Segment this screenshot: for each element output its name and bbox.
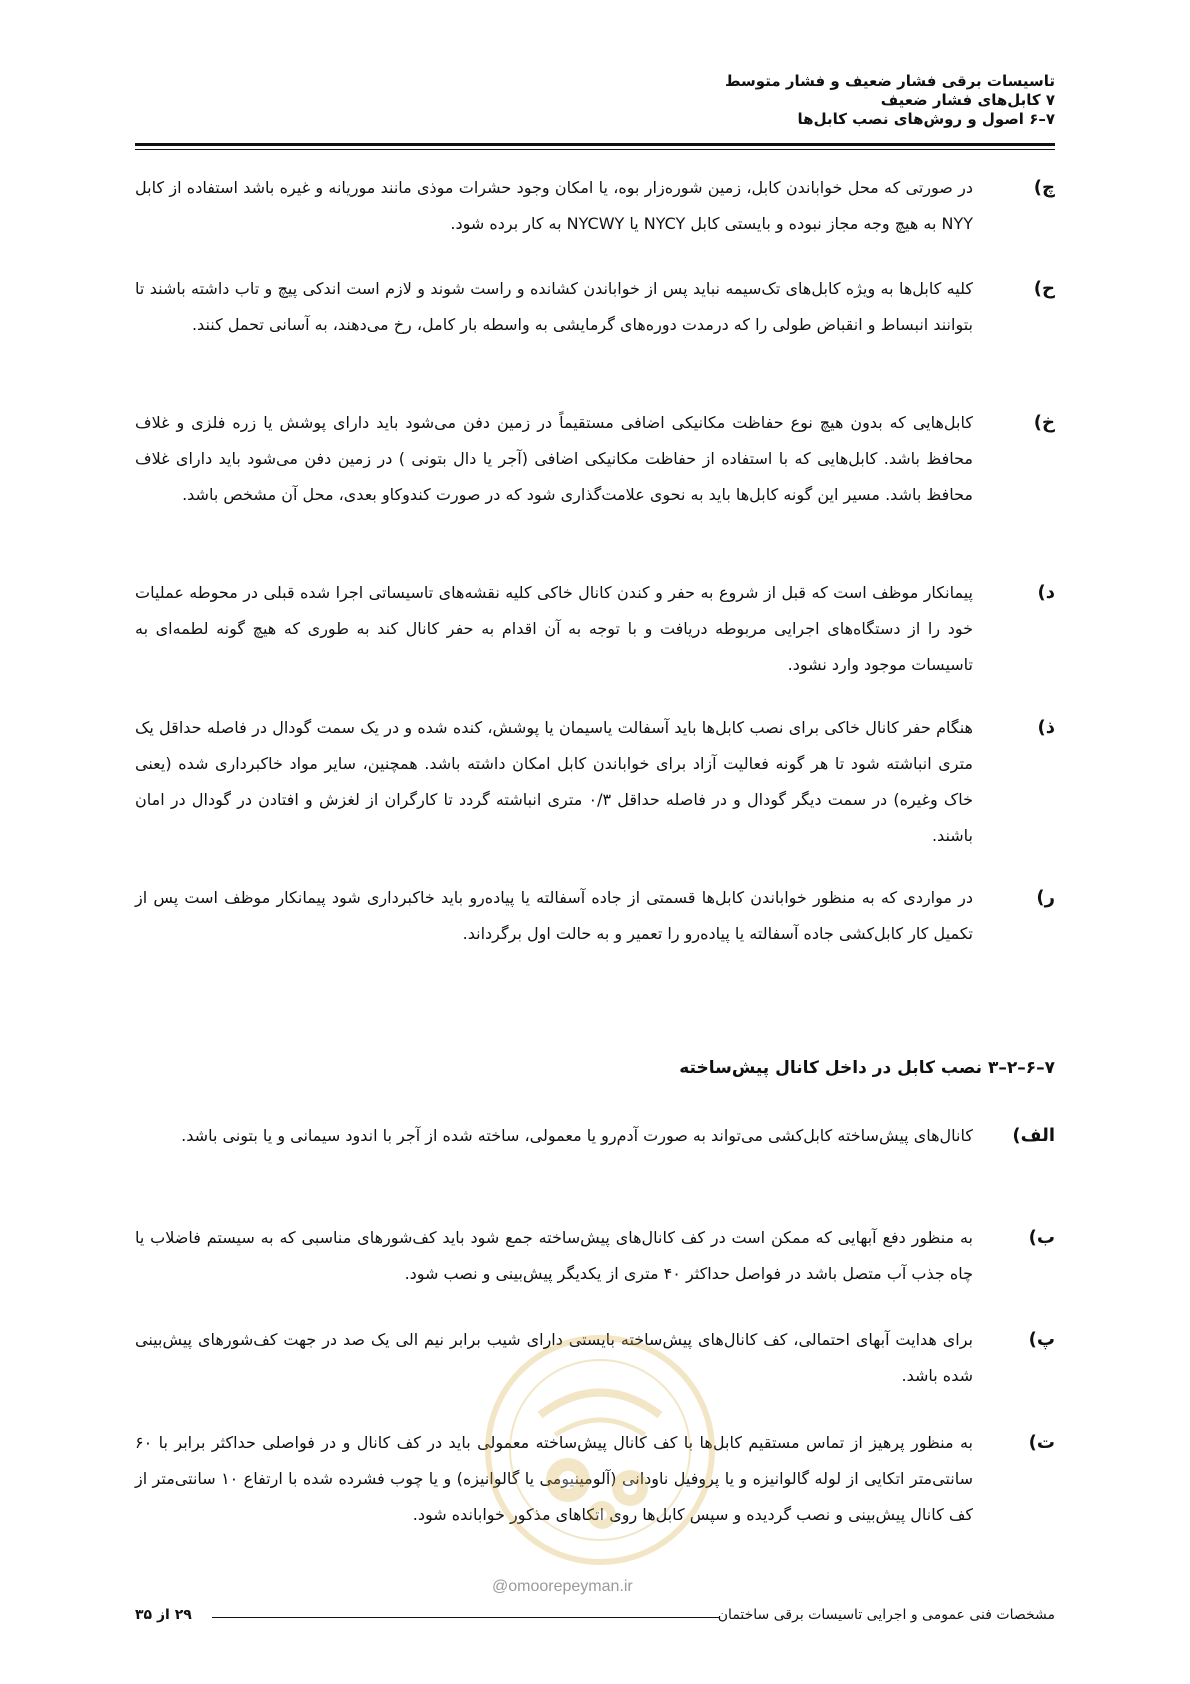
list-item — [135, 271, 1055, 343]
item-label: ب) — [1028, 1227, 1055, 1248]
list-item — [135, 880, 1055, 952]
item-label: ت) — [1028, 1432, 1055, 1453]
item-label: ذ) — [1037, 717, 1055, 738]
item-text: در مواردی که به منظور خواباندن کابل‌ها قسمتی از جاده آسفالته یا پیاده‌رو باید خاکبرداری شود پیمانکار موظف است پس از تکمیل کار کابل‌کشی جاده آسفالته یا پیاده‌رو را تعمیر و به حالت اول برگرداند. — [135, 888, 973, 943]
item-text: به منظور پرهیز از تماس مستقیم کابل‌ها با کف کانال پیش‌ساخته معمولی باید در کف کانال و در فواصلی حداکثر برابر با ۶۰ سانتی‌متر اتکایی از لوله گالوانیزه و یا پروفیل ناودانی (آلومینیومی یا گالوانیزه) و یا چوب فشرده شده با ارتفاع ۱۰ سانتی‌متر از کف کانال پیش‌بینی و نصب گردیده و سپس کابل‌ها روی اتکاهای مذکور خوابانده شود. — [135, 1433, 973, 1524]
list-item — [135, 710, 1055, 854]
list-item — [135, 575, 1055, 683]
item-label: د) — [1037, 582, 1055, 603]
item-label: ر) — [1036, 887, 1055, 908]
item-label: خ) — [1033, 412, 1055, 433]
item-text: کانال‌های پیش‌ساخته کابل‌کشی می‌تواند به صورت آدم‌رو یا معمولی، ساخته شده از آجر با اندود سیمانی و یا بتونی باشد. — [181, 1126, 973, 1145]
footer-rule — [212, 1617, 720, 1618]
section-title: ۷–۶–۲–۳ نصب کابل در داخل کانال پیش‌ساخته — [679, 1058, 1055, 1078]
header-line-2: ۷ کابل‌های فشار ضعیف — [880, 91, 1055, 109]
item-text: به منظور دفع آبهایی که ممکن است در کف کانال‌های پیش‌ساخته جمع شود باید کف‌شورهای مناسبی که به سیستم فاضلاب یا چاه جذب آب متصل باشد در فواصل حداکثر ۴۰ متری از یکدیگر پیش‌بینی و نصب شود. — [135, 1228, 973, 1283]
list-item — [135, 1220, 1055, 1292]
item-text: پیمانکار موظف است که قبل از شروع به حفر و کندن کانال خاکی کلیه نقشه‌های تاسیساتی اجرا شده قبلی در محوطه عملیات خود را از دستگاه‌های اجرایی مربوطه دریافت و با توجه به آن اقدام به حفر کانال کند به طوری که هیچ گونه لطمه‌ای به تاسیسات موجود وارد نشود. — [135, 583, 973, 674]
watermark-text: @omoorepeyman.ir — [492, 1578, 633, 1595]
item-label: پ) — [1028, 1329, 1055, 1350]
item-label: الف) — [1012, 1125, 1055, 1146]
header-line-1: تاسیسات برقی فشار ضعیف و فشار متوسط — [724, 72, 1055, 90]
running-header — [725, 72, 1055, 129]
item-text: کابل‌هایی که بدون هیچ نوع حفاظت مکانیکی اضافی مستقیماً در زمین دفن می‌شود باید دارای پوشش یا زره فلزی و غلاف محافظ باشد. کابل‌هایی که با استفاده از حفاظت مکانیکی اضافی (آجر یا دال بتونی ) در زمین دفن می‌شود باید دارای غلاف محافظ باشد. مسیر این گونه کابل‌ها باید به نحوی علامت‌گذاری شود که در صورت کندوکاو بعدی، محل آن مشخص باشد. — [135, 413, 973, 504]
list-item — [135, 170, 1055, 242]
item-text: کلیه کابل‌ها به ویژه کابل‌های تک‌سیمه نباید پس از خواباندن کشانده و راست شوند و لازم است اندکی پیچ و تاب داشته باشند تا بتوانند انبساط و انقباض طولی را که درمدت دوره‌های گرمایشی به واسطه بار کامل، رخ می‌دهند، به آسانی تحمل کنند. — [135, 279, 973, 334]
item-text: هنگام حفر کانال خاکی برای نصب کابل‌ها باید آسفالت یاسیمان یا پوشش، کنده شده و در یک سمت گودال در فاصله حداقل یک متری انباشته شود تا هر گونه فعالیت آزاد برای خواباندن کابل امکان داشته باشد. همچنین، سایر مواد خاکبرداری شده (یعنی خاک وغیره) در سمت دیگر گودال و در فاصله حداقل ۰/۳ متری انباشته گردد تا کارگران از لغزش و افتادن در گودال در امان باشند. — [135, 718, 974, 845]
list-item — [135, 405, 1055, 513]
header-line-3: ۷–۶ اصول و روش‌های نصب کابل‌ها — [797, 110, 1055, 128]
item-label: چ) — [1033, 177, 1055, 198]
list-item — [135, 1118, 1055, 1154]
item-text: برای هدایت آبهای احتمالی، کف کانال‌های پیش‌ساخته بایستی دارای شیب برابر نیم الی یک صد در جهت کف‌شورهای پیش‌بینی شده باشد. — [135, 1330, 973, 1385]
watermark-logo-icon — [480, 1330, 720, 1570]
page-number: ۲۹ از ۳۵ — [135, 1607, 192, 1623]
item-label: ح) — [1033, 278, 1055, 299]
header-rule-thick — [135, 143, 1055, 146]
item-text: در صورتی که محل خواباندن کابل، زمین شوره‌زار بوه، یا امکان وجود حشرات موذی مانند موریانه و غیره باشد استفاده از کابل NYY به هیچ وجه مجاز نبوده و بایستی کابل NYCY یا NYCWY به کار برده شود. — [135, 178, 973, 233]
header-rule-thin — [135, 149, 1055, 150]
footer-title: مشخصات فنی عمومی و اجرایی تاسیسات برقی ساختمان — [717, 1607, 1055, 1623]
